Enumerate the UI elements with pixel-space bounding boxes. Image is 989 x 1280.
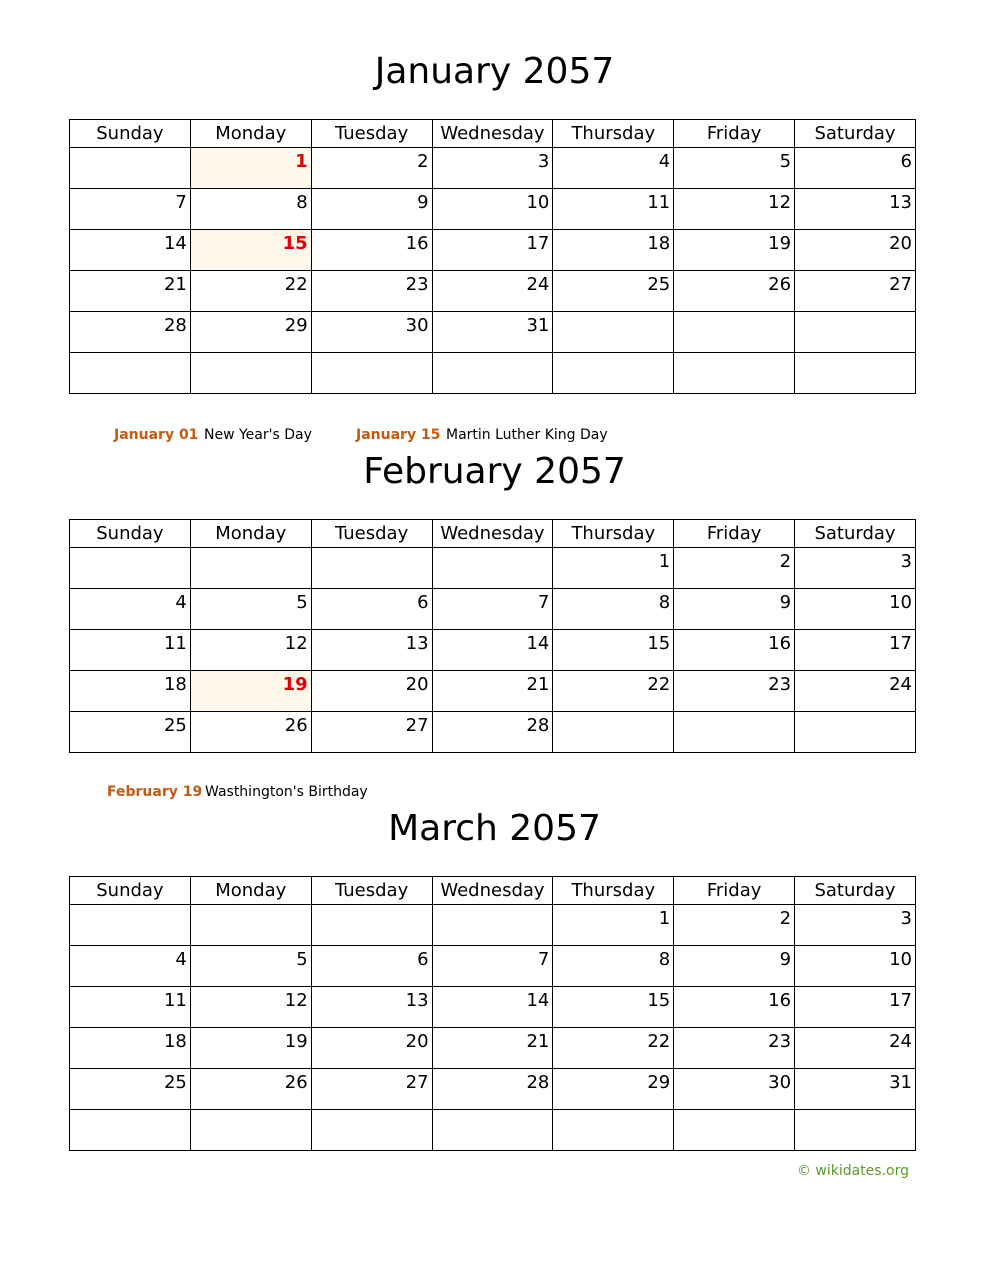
empty-day-cell [553,1110,674,1151]
week-row [70,1028,916,1069]
day-cell: 5 [190,946,311,987]
day-cell: 24 [795,671,916,712]
day-cell: 26 [674,271,795,312]
day-cell: 4 [70,946,191,987]
day-cell: 21 [432,1028,553,1069]
week-row [70,548,916,589]
month-calendar-grid [69,119,916,394]
weekday-header: Friday [674,520,795,548]
day-cell: 19 [674,230,795,271]
weekday-header-row [70,877,916,905]
day-cell: 11 [70,630,191,671]
day-cell: 18 [70,671,191,712]
empty-day-cell [795,353,916,394]
week-row [70,312,916,353]
week-row [70,148,916,189]
day-cell: 9 [674,946,795,987]
week-row [70,712,916,753]
empty-day-cell [311,548,432,589]
weekday-header: Monday [190,877,311,905]
day-cell: 26 [190,1069,311,1110]
day-cell: 20 [311,671,432,712]
empty-day-cell [311,905,432,946]
day-cell: 22 [553,1028,674,1069]
weekday-header: Saturday [795,520,916,548]
holiday-notes [0,427,989,447]
week-row [70,271,916,312]
day-cell: 30 [674,1069,795,1110]
day-cell: 6 [311,589,432,630]
day-cell: 25 [70,712,191,753]
day-cell: 22 [190,271,311,312]
day-cell: 2 [674,548,795,589]
weekday-header: Thursday [553,877,674,905]
day-cell: 29 [190,312,311,353]
week-row [70,189,916,230]
day-cell: 23 [674,1028,795,1069]
day-cell: 4 [70,589,191,630]
day-cell: 31 [795,1069,916,1110]
day-cell: 8 [553,589,674,630]
week-row [70,987,916,1028]
empty-day-cell [70,1110,191,1151]
day-cell: 28 [432,1069,553,1110]
holiday-name: Wasthington's Birthday [205,784,368,800]
empty-day-cell [311,353,432,394]
weekday-header: Sunday [70,520,191,548]
day-cell: 17 [795,630,916,671]
day-cell: 14 [432,630,553,671]
day-cell: 2 [674,905,795,946]
weekday-header: Friday [674,877,795,905]
holiday-name: New Year's Day [204,427,312,443]
day-cell: 3 [432,148,553,189]
day-cell: 17 [432,230,553,271]
empty-day-cell [190,905,311,946]
day-cell: 15 [553,630,674,671]
empty-day-cell [70,905,191,946]
day-cell: 30 [311,312,432,353]
weekday-header: Friday [674,120,795,148]
week-row [70,1110,916,1151]
day-cell: 13 [311,987,432,1028]
weekday-header: Sunday [70,120,191,148]
weekday-header: Sunday [70,877,191,905]
week-row [70,230,916,271]
day-cell: 10 [795,946,916,987]
week-row [70,630,916,671]
day-cell: 28 [432,712,553,753]
empty-day-cell [432,548,553,589]
holiday-notes [0,784,989,804]
day-cell: 5 [190,589,311,630]
day-cell: 13 [795,189,916,230]
day-cell: 1 [553,548,674,589]
empty-day-cell [674,312,795,353]
weekday-header: Thursday [553,520,674,548]
weekday-header: Tuesday [311,520,432,548]
empty-day-cell [190,548,311,589]
day-cell: 25 [70,1069,191,1110]
holiday-date: January 15 [356,427,441,443]
day-cell: 26 [190,712,311,753]
day-cell: 31 [432,312,553,353]
day-cell: 19 [190,1028,311,1069]
weekday-header: Wednesday [432,877,553,905]
day-cell: 10 [432,189,553,230]
day-cell: 10 [795,589,916,630]
empty-day-cell [553,353,674,394]
day-cell: 25 [553,271,674,312]
day-cell: 9 [674,589,795,630]
day-cell: 13 [311,630,432,671]
week-row [70,671,916,712]
empty-day-cell [190,353,311,394]
day-cell: 24 [432,271,553,312]
empty-day-cell [674,1110,795,1151]
day-cell: 23 [674,671,795,712]
day-cell: 5 [674,148,795,189]
day-cell: 2 [311,148,432,189]
day-cell: 18 [553,230,674,271]
day-cell: 1 [553,905,674,946]
weekday-header: Tuesday [311,120,432,148]
day-cell: 7 [432,946,553,987]
weekday-header: Thursday [553,120,674,148]
day-cell: 28 [70,312,191,353]
holiday-date: February 19 [107,784,203,800]
weekday-header: Wednesday [432,120,553,148]
empty-day-cell [311,1110,432,1151]
day-cell: 9 [311,189,432,230]
day-cell: 12 [674,189,795,230]
empty-day-cell [553,312,674,353]
empty-day-cell [432,905,553,946]
month-calendar-grid [69,519,916,753]
empty-day-cell [553,712,674,753]
day-cell: 16 [674,630,795,671]
week-row [70,946,916,987]
day-cell: 20 [795,230,916,271]
empty-day-cell [674,353,795,394]
day-cell: 15 [553,987,674,1028]
weekday-header-row [70,120,916,148]
day-cell: 7 [432,589,553,630]
day-cell: 24 [795,1028,916,1069]
weekday-header: Wednesday [432,520,553,548]
day-cell: 16 [311,230,432,271]
day-cell: 4 [553,148,674,189]
month-calendar-grid [69,876,916,1151]
holiday-name: Martin Luther King Day [446,427,608,443]
holiday-date: January 01 [114,427,199,443]
day-cell: 8 [553,946,674,987]
day-cell: 14 [70,230,191,271]
month-title: March 2057 [388,808,601,849]
day-cell: 29 [553,1069,674,1110]
day-cell: 17 [795,987,916,1028]
week-row [70,905,916,946]
day-cell: 3 [795,905,916,946]
day-cell: 6 [795,148,916,189]
day-cell: 20 [311,1028,432,1069]
empty-day-cell [795,1110,916,1151]
day-cell: 21 [70,271,191,312]
day-cell: 8 [190,189,311,230]
weekday-header: Saturday [795,120,916,148]
empty-day-cell [190,1110,311,1151]
day-cell: 15 [190,230,311,271]
weekday-header: Monday [190,120,311,148]
month-title: January 2057 [374,51,615,92]
day-cell: 27 [795,271,916,312]
day-cell: 18 [70,1028,191,1069]
day-cell: 21 [432,671,553,712]
day-cell: 14 [432,987,553,1028]
empty-day-cell [70,148,191,189]
day-cell: 22 [553,671,674,712]
day-cell: 23 [311,271,432,312]
week-row [70,353,916,394]
day-cell: 19 [190,671,311,712]
weekday-header-row [70,520,916,548]
day-cell: 27 [311,712,432,753]
weekday-header: Tuesday [311,877,432,905]
weekday-header: Saturday [795,877,916,905]
empty-day-cell [795,712,916,753]
day-cell: 6 [311,946,432,987]
day-cell: 3 [795,548,916,589]
empty-day-cell [432,1110,553,1151]
empty-day-cell [432,353,553,394]
week-row [70,1069,916,1110]
empty-day-cell [70,548,191,589]
day-cell: 11 [70,987,191,1028]
empty-day-cell [674,712,795,753]
weekday-header: Monday [190,520,311,548]
day-cell: 7 [70,189,191,230]
day-cell: 11 [553,189,674,230]
empty-day-cell [795,312,916,353]
day-cell: 16 [674,987,795,1028]
empty-day-cell [70,353,191,394]
day-cell: 27 [311,1069,432,1110]
source-credit-link[interactable]: © wikidates.org [796,1163,909,1179]
day-cell: 12 [190,987,311,1028]
day-cell: 1 [190,148,311,189]
week-row [70,589,916,630]
day-cell: 12 [190,630,311,671]
month-title: February 2057 [363,451,626,492]
